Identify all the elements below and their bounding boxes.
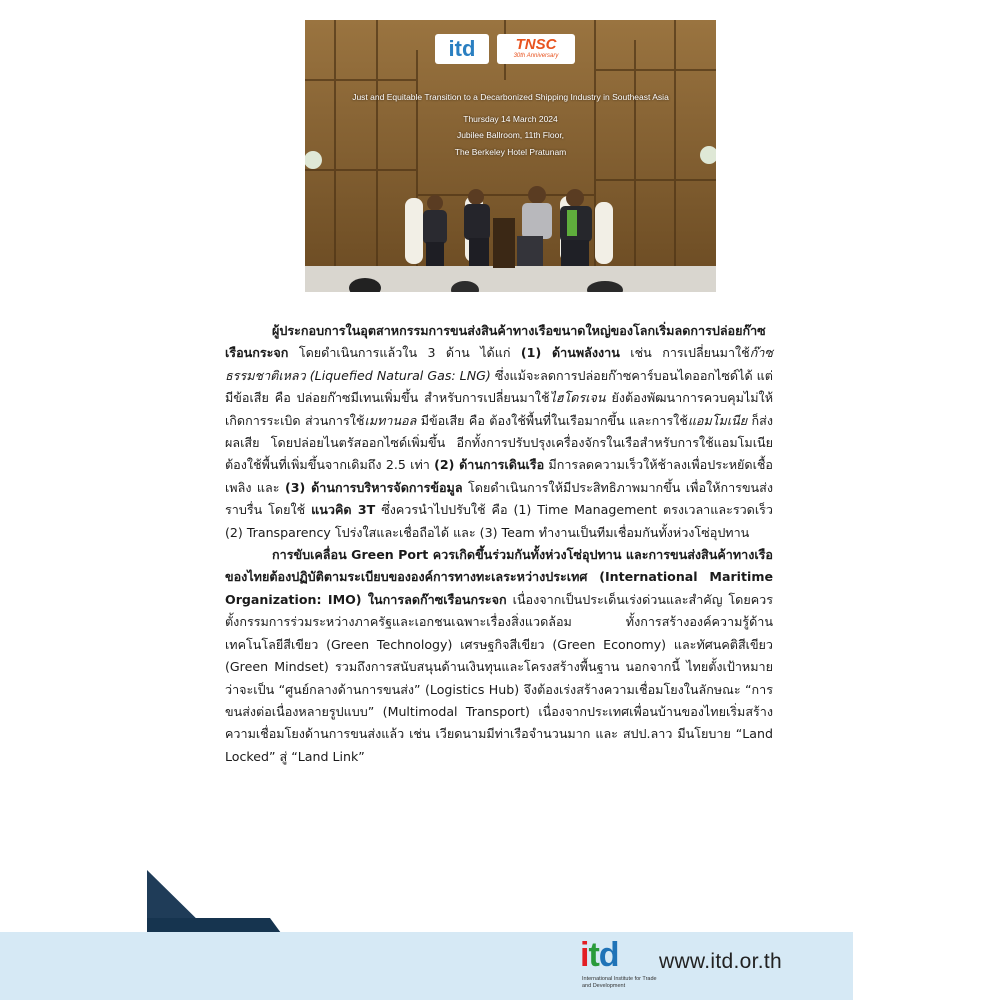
p1-hydrogen-term: ไฮโดรเจน bbox=[549, 390, 606, 406]
itd-logo-banner: itd bbox=[435, 34, 489, 64]
paragraph-2 bbox=[225, 544, 773, 768]
p1-lead: ผู้ประกอบการในอุตสาหกรรมการขนส่งสินค้าทางเรือขนาดใหญ่ของโลกเริ่มลดการปล่อยก๊าซเรือนกระจก bbox=[225, 323, 766, 361]
p1-energy-heading: (1) ด้านพลังงาน bbox=[520, 345, 620, 361]
event-banner-room: Jubilee Ballroom, 11th Floor, bbox=[456, 130, 565, 140]
p2-lead: การขับเคลื่อน Green Port ควรเกิดขึ้นร่วมกันทั้งห่วงโซ่อุปทาน และการขนส่งสินค้าทางเรือของไทยต้องปฏิบัติตามระเบียบขององค์การทางทะเลระหว่างประเทศ (International Maritime Organization: IMO) ในการลดก๊าซเรือนกระจก bbox=[225, 547, 773, 607]
tnsc-logo-subtext: 30th Anniversary bbox=[513, 53, 559, 59]
p1-data-mgmt-heading: (3) ด้านการบริหารจัดการข้อมูล bbox=[285, 479, 463, 495]
article-body bbox=[225, 320, 773, 768]
p1-navigation-heading: (2) ด้านการเดินเรือ bbox=[434, 457, 545, 473]
p1-text-5: มีข้อเสีย คือ ต้องใช้พื้นที่ในเรือมากขึ้น และการใช้ bbox=[416, 412, 688, 428]
logo-letter-t: t bbox=[588, 936, 599, 974]
logo-letter-i: i bbox=[580, 936, 589, 974]
p1-lng-term: ก๊าซธรรมชาติเหลว (Liquefied Natural Gas: LNG) bbox=[225, 345, 773, 383]
p2-text-1: เนื่องจากเป็นประเด็นเร่งด่วนและสำคัญ โดยควรตั้งกรรมการร่วมระหว่างภาครัฐและเอกชนเฉพาะเรื่องสิ่งแวดล้อม ทั้งการสร้างองค์ความรู้ด้านเทคโนโลยีสีเขียว (Green Technology) เศรษฐกิจสีเขียว (Green Economy) และทัศนคติสีเขียว (Green Mindset) รวมถึงการสนับสนุนด้านเงินทุนและโครงสร้างพื้นฐาน นอกจากนี้ ไทยตั้งเป้าหมายว่าจะเป็น “ศูนย์กลางด้านการขนส่ง” (Logistics Hub) จึงต้องเร่งสร้างความเชื่อมโยงในลักษณะ “การขนส่งต่อเนื่องหลายรูปแบบ” (Multimodal Transport) เนื่องจากประเทศเพื่อนบ้านของไทยเริ่มสร้างความเชื่อมโยงด้านการขนส่งแล้ว เช่น เวียดนามมีท่าเรือจำนวนมาก และ สปป.ลาว มีนโยบาย “Land Locked” สู่ “Land Link” bbox=[225, 591, 773, 764]
website-link[interactable]: www.itd.or.th bbox=[659, 950, 782, 973]
tnsc-logo-banner bbox=[497, 34, 575, 64]
event-banner-venue: The Berkeley Hotel Pratunam bbox=[454, 147, 567, 157]
p1-methanol-term: เมทานอล bbox=[364, 412, 417, 428]
itd-footer-logo bbox=[580, 936, 657, 998]
p1-3t-concept: แนวคิด 3T bbox=[311, 502, 376, 518]
p1-text-8: โดยดำเนินการให้มีประสิทธิภาพมากขึ้น เพื่อให้การขนส่งราบรื่น โดยใช้ bbox=[225, 479, 773, 518]
event-banner-date: Thursday 14 March 2024 bbox=[463, 114, 558, 124]
logo-letter-d: d bbox=[598, 936, 619, 974]
p1-text-4: ยังต้องพัฒนาการควบคุมไม่ให้เกิดการระเบิด ส่วนการใช้ bbox=[225, 390, 773, 428]
event-banner-title: Just and Equitable Transition to a Decarbonized Shipping Industry in Southeast Asia bbox=[352, 92, 669, 102]
p1-ammonia-term: แอมโมเนีย bbox=[687, 412, 748, 428]
p1-text-9: ซึ่งควรนำไปปรับใช้ คือ (1) Time Management ตรงเวลาและรวดเร็ว (2) Transparency โปร่งใสและเชื่อถือได้ และ (3) Team ทำงานเป็นทีมเชื่อมกันทั้งห่วงโซ่อุปทาน bbox=[225, 502, 773, 540]
p1-text-7: มีการลดความเร็วให้ช้าลงเพื่อประหยัดเชื้อเพลิง และ bbox=[225, 457, 774, 495]
p1-text-1: โดยดำเนินการแล้วใน 3 ด้าน ได้แก่ bbox=[288, 345, 521, 361]
p1-text-2: เช่น การเปลี่ยนมาใช้ bbox=[619, 345, 750, 361]
event-photo bbox=[305, 20, 716, 292]
itd-logo-word bbox=[580, 938, 619, 972]
itd-logo-caption: International Institute for Trade and Development bbox=[582, 976, 657, 989]
tnsc-logo-text: TNSC bbox=[515, 36, 557, 53]
p1-text-6: ก็ส่งผลเสีย โดยปล่อยไนตรัสออกไซด์เพิ่มขึ้น อีกทั้งการปรับปรุงเครื่องจักรในเรือสำหรับการใช้แอมโมเนียต้องใช้พื้นที่เพิ่มขึ้นจากเดิมถึง 2.5 เท่า bbox=[225, 412, 773, 473]
p1-text-3: ซึ่งแม้จะลดการปล่อยก๊าซคาร์บอนไดออกไซด์ได้ แต่มีข้อเสีย คือ ปล่อยก๊าซมีเทนเพิ่มขึ้น สำหรับการเปลี่ยนมาใช้ bbox=[225, 367, 773, 406]
paragraph-1 bbox=[225, 320, 773, 544]
